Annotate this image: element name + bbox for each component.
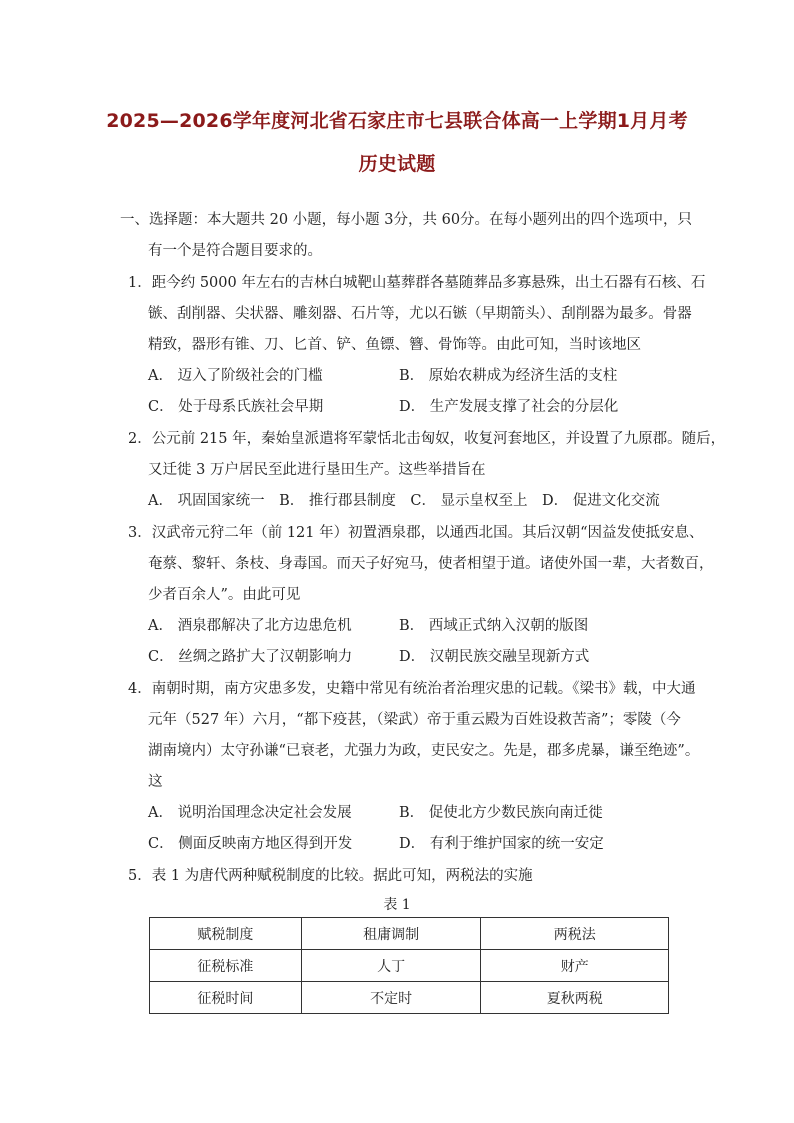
table-cell: 财产	[481, 950, 669, 982]
exam-subject-title: 历史试题	[358, 153, 436, 175]
question-2-options: A． 巩固国家统一 B． 推行郡县制度 C． 显示皇权至上 D． 促进文化交流	[148, 493, 660, 509]
table-caption: 表 1	[383, 897, 411, 913]
question-1-stem-cont: 镞、刮削器、尖状器、雕刻器、石片等，尤以石镞（早期箭头）、刮削器为最多。骨器	[148, 306, 692, 322]
question-3-stem-cont: 奄蔡、黎轩、条枝、身毒国。而天子好宛马，使者相望于道。诸使外国一辈，大者数百，	[148, 556, 714, 572]
question-4-option-d: D． 有利于维护国家的统一安定	[399, 836, 604, 852]
table-row	[150, 950, 669, 982]
question-3-option-c: C． 丝绸之路扩大了汉朝影响力	[148, 649, 353, 665]
question-3-option-b: B． 西域正式纳入汉朝的版图	[399, 618, 589, 634]
table-header-cell: 租庸调制	[301, 918, 481, 950]
table-row	[150, 918, 669, 950]
question-4-option-b: B． 促使北方少数民族向南迁徙	[399, 805, 603, 821]
question-3-option-d: D． 汉朝民族交融呈现新方式	[399, 649, 590, 665]
table-row	[150, 982, 669, 1014]
table-cell: 夏秋两税	[481, 982, 669, 1014]
question-1-option-b: B． 原始农耕成为经济生活的支柱	[399, 368, 618, 384]
question-4-option-c: C． 侧面反映南方地区得到开发	[148, 836, 353, 852]
question-4-stem-cont: 这	[148, 774, 163, 790]
question-1-option-d: D． 生产发展支撑了社会的分层化	[399, 399, 619, 415]
exam-title: 2025—2026学年度河北省石家庄市七县联合体高一上学期1月月考	[106, 110, 688, 132]
question-5-stem: 5．表 1 为唐代两种赋税制度的比较。据此可知，两税法的实施	[128, 868, 533, 884]
table-cell: 不定时	[301, 982, 481, 1014]
question-3-option-a: A． 酒泉郡解决了北方边患危机	[148, 618, 352, 634]
question-2-stem: 2．公元前 215 年，秦始皇派遣将军蒙恬北击匈奴，收复河套地区，并设置了九原郡。随后，	[128, 431, 726, 447]
question-1-option-c: C． 处于母系氏族社会早期	[148, 399, 324, 415]
question-4-stem: 4．南朝时期，南方灾患多发，史籍中常见有统治者治理灾患的记载。《梁书》载，中大通	[128, 681, 696, 697]
table-header-cell: 两税法	[481, 918, 669, 950]
question-2-stem-cont: 又迁徙 3 万户居民至此进行垦田生产。这些举措旨在	[148, 462, 486, 478]
table-cell: 征税时间	[150, 982, 302, 1014]
section-instruction: 一、选择题：本大题共 20 小题，每小题 3分，共 60分。在每小题列出的四个选项中，只	[120, 212, 693, 228]
question-1-option-a: A． 迈入了阶级社会的门槛	[148, 368, 323, 384]
question-4-option-a: A． 说明治国理念决定社会发展	[148, 805, 352, 821]
table-cell: 人丁	[301, 950, 481, 982]
section-instruction-cont: 有一个是符合题目要求的。	[148, 243, 322, 259]
question-1-stem-cont: 精致，器形有锥、刀、匕首、铲、鱼镖、簪、骨饰等。由此可知，当时该地区	[148, 337, 641, 353]
question-3-stem: 3．汉武帝元狩二年（前 121 年）初置酒泉郡，以通西北国。其后汉朝“因益发使抵安息、	[128, 525, 704, 541]
table-cell: 征税标准	[150, 950, 302, 982]
tax-comparison-table	[149, 917, 669, 1014]
question-4-stem-cont: 元年（527 年）六月，“都下疫甚，（梁武）帝于重云殿为百姓设救苦斋”；零陵（今	[148, 712, 681, 728]
table-header-cell: 赋税制度	[150, 918, 302, 950]
question-4-stem-cont: 湖南境内）太守孙谦“已衰老，尤强力为政，吏民安之。先是，郡多虎暴，谦至绝迹”。	[148, 743, 700, 759]
question-1-stem: 1．距今约 5000 年左右的吉林白城靶山墓葬群各墓随葬品多寡悬殊，出土石器有石核、石	[128, 275, 706, 291]
question-3-stem-cont: 少者百余人”。由此可见	[148, 587, 301, 603]
